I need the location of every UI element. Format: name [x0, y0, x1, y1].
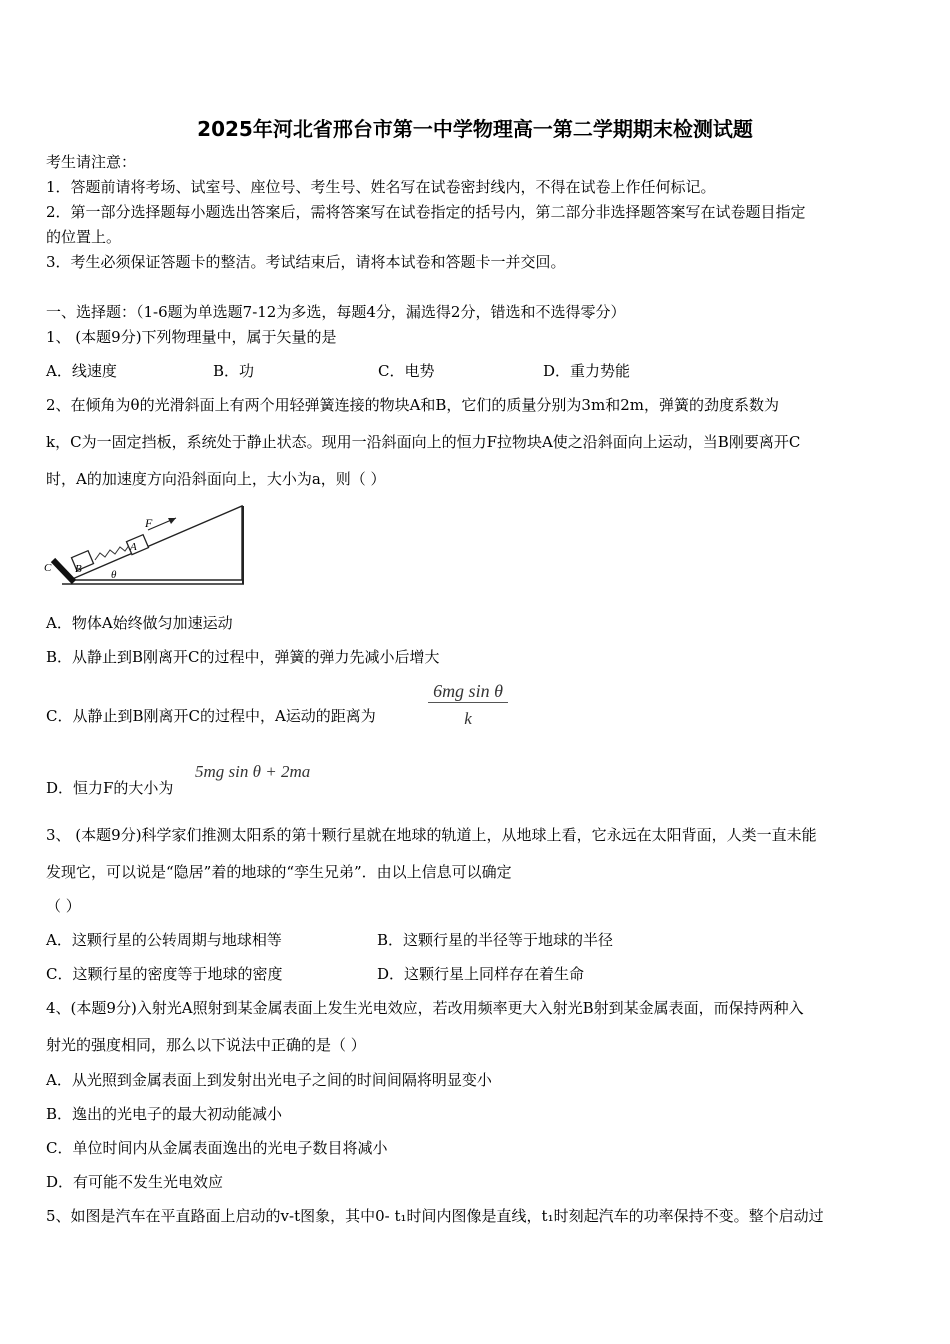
- q5-stem-line1: 5、如图是汽车在平直路面上启动的v-t图象，其中0- t₁时间内图像是直线，t₁时刻起汽车的功率保持不变。整个启动过: [46, 1207, 824, 1225]
- q2-stem-line3: 时，A的加速度方向沿斜面向上，大小为a，则（ ）: [46, 470, 386, 488]
- notice-item: 2．第一部分选择题每小题选出答案后，需将答案写在试卷指定的括号内，第二部分非选择题答案写在试卷题目指定: [46, 203, 806, 221]
- q1-option-b: B．功: [213, 362, 255, 380]
- q1-option-d: D．重力势能: [543, 362, 631, 380]
- fraction-denominator: k: [464, 709, 472, 728]
- notice-item: 1．答题前请将考场、试室号、座位号、考生号、姓名写在试卷密封线内，不得在试卷上作任何标记。: [46, 178, 716, 196]
- q2-stem-line2: k，C为一固定挡板，系统处于静止状态。现用一沿斜面向上的恒力F拉物块A使之沿斜面向上运动，当B刚要离开C: [46, 433, 801, 451]
- q3-option-a: A．这颗行星的公转周期与地球相等: [46, 931, 282, 949]
- q3-stem-line3: （ ）: [46, 897, 81, 915]
- plate-c-label: C: [44, 562, 52, 574]
- force-expression: 5mg sin θ + 2ma: [195, 762, 311, 781]
- page-title: 2025年河北省邢台市第一中学物理高一第二学期期末检测试题: [197, 117, 753, 141]
- q4-stem-line1: 4、(本题9分)入射光A照射到某金属表面上发生光电效应，若改用频率更大入射光B射到某金属表面，而保持两种入: [46, 999, 804, 1017]
- notice-item: 的位置上。: [46, 228, 122, 246]
- q2-stem-line1: 2、在倾角为θ的光滑斜面上有两个用轻弹簧连接的物块A和B，它们的质量分别为3m和2m，弹簧的劲度系数为: [46, 396, 779, 414]
- q3-stem-line2: 发现它，可以说是“隐居”着的地球的“孪生兄弟”．由以上信息可以确定: [46, 863, 512, 881]
- incline-figure: [40, 500, 250, 590]
- q3-option-b: B．这颗行星的半径等于地球的半径: [377, 931, 614, 949]
- q2-option-d: D．恒力F的大小为: [46, 779, 174, 797]
- q4-option-c: C．单位时间内从金属表面逸出的光电子数目将减小: [46, 1139, 388, 1157]
- block-b-label: B: [75, 563, 82, 575]
- section-heading: 一、选择题：（1-6题为单选题7-12为多选，每题4分，漏选得2分，错选和不选得零分）: [46, 303, 626, 321]
- q3-stem-line1: 3、 (本题9分)科学家们推测太阳系的第十颗行星就在地球的轨道上，从地球上看，它永远在太阳背面，人类一直未能: [46, 826, 817, 844]
- block-a-label: A: [130, 541, 137, 553]
- q2-option-c: C．从静止到B刚离开C的过程中，A运动的距离为: [46, 707, 376, 725]
- q3-option-c: C．这颗行星的密度等于地球的密度: [46, 965, 283, 983]
- q4-option-d: D．有可能不发生光电效应: [46, 1173, 224, 1191]
- q4-option-b: B．逸出的光电子的最大初动能减小: [46, 1105, 283, 1123]
- q1-stem: 1、 (本题9分)下列物理量中，属于矢量的是: [46, 328, 337, 346]
- q1-option-c: C．电势: [378, 362, 435, 380]
- q1-option-a: A．线速度: [46, 362, 117, 380]
- notice-item: 3．考生必须保证答题卡的整洁。考试结束后，请将本试卷和答题卡一并交回。: [46, 253, 566, 271]
- q3-option-d: D．这颗行星上同样存在着生命: [377, 965, 585, 983]
- notice-heading: 考生请注意：: [46, 153, 137, 171]
- fraction-expression: [428, 681, 508, 729]
- q2-option-a: A．物体A始终做匀加速运动: [46, 614, 233, 632]
- angle-label: θ: [111, 569, 117, 581]
- q4-stem-line2: 射光的强度相同，那么以下说法中正确的是（ ）: [46, 1036, 366, 1054]
- force-label: F: [145, 516, 153, 530]
- q2-option-b: B．从静止到B刚离开C的过程中，弹簧的弹力先减小后增大: [46, 648, 440, 666]
- fraction-numerator: 6mg sin θ: [428, 681, 508, 703]
- q4-option-a: A．从光照到金属表面上到发射出光电子之间的时间间隔将明显变小: [46, 1071, 492, 1089]
